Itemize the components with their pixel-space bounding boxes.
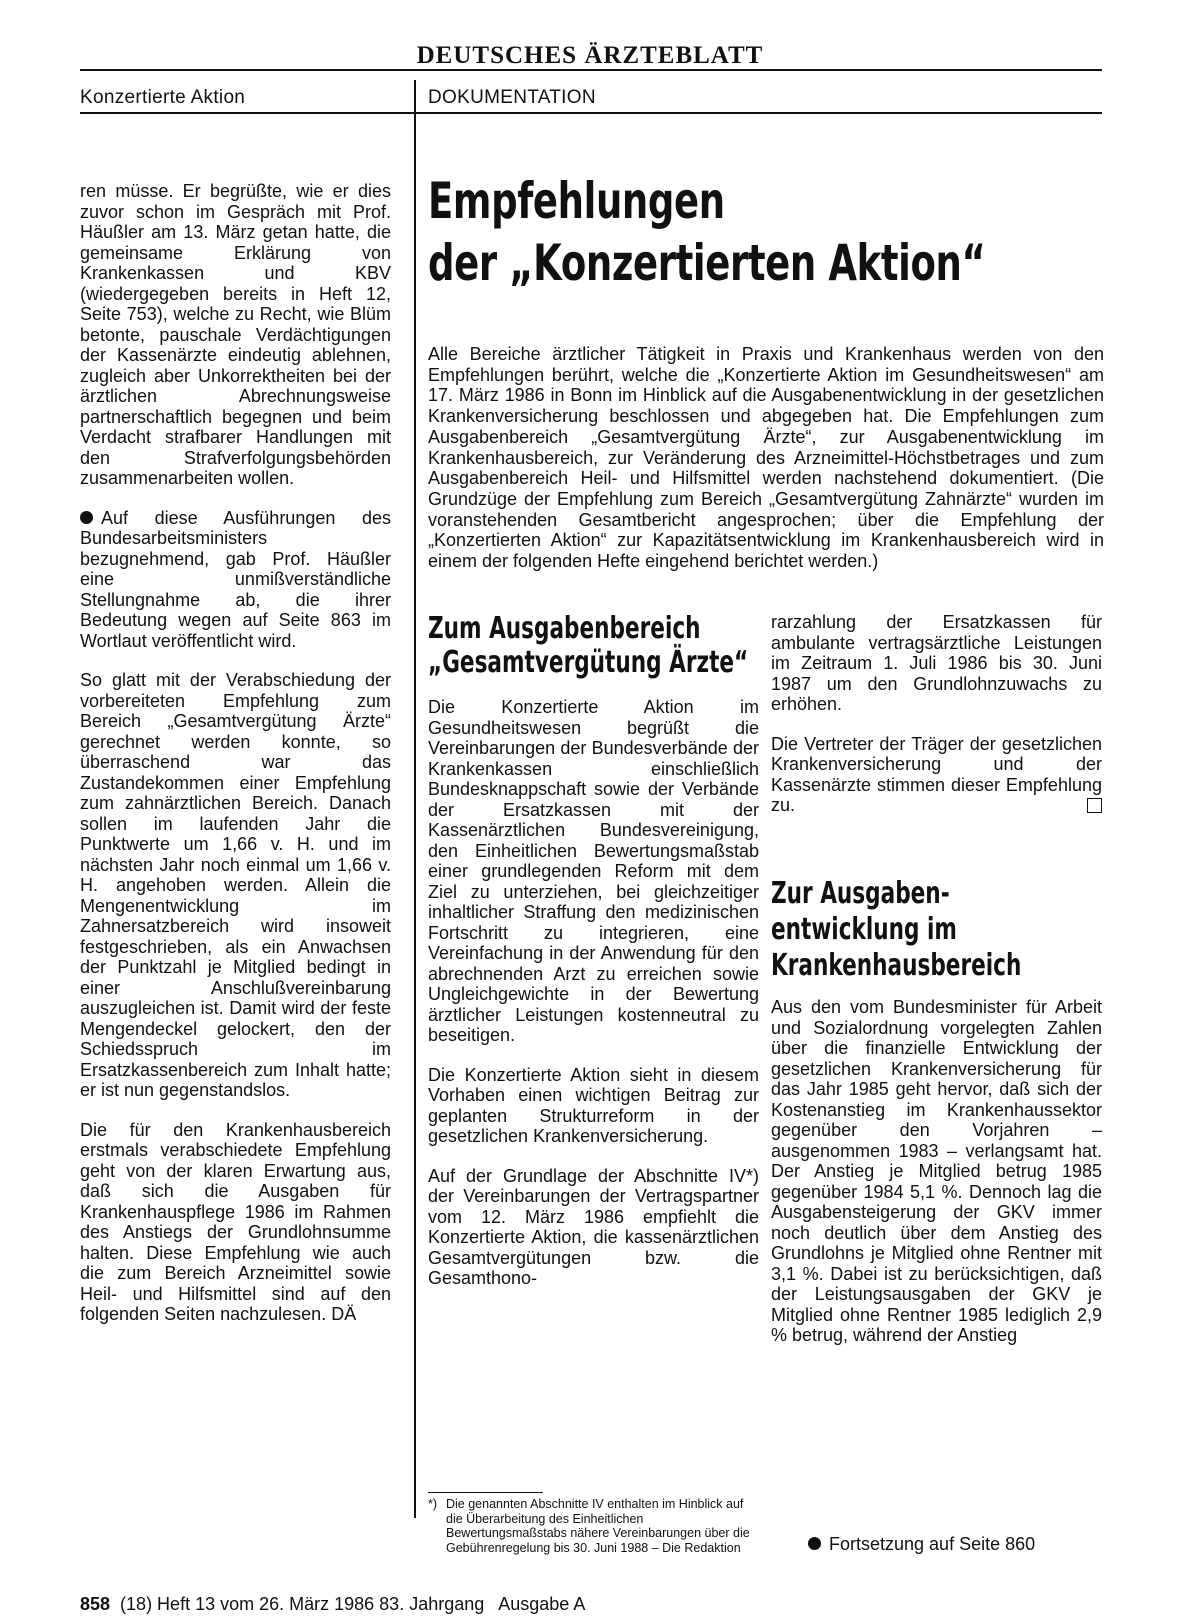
heading-line: Krankenhausbereich — [771, 948, 1022, 983]
footnote-mark: *) — [428, 1497, 438, 1511]
masthead-rule — [80, 69, 1102, 71]
right-column-top — [771, 612, 1102, 816]
heading-line: Zum Ausgabenbereich — [428, 611, 701, 646]
left-paragraph-bullet — [80, 508, 391, 652]
continuation-text: Die Vertreter der Träger der gesetzlichen Krankenversicherung und der Kassenärzte stimmen dieser Empfehlung zu. — [771, 733, 1102, 815]
headline-line: Empfehlungen — [428, 172, 725, 230]
bullet-icon — [808, 1537, 821, 1550]
section1-continuation: rarzahlung der Ersatzkassen für ambulante vertragsärztliche Leistungen im Zeitraum 1. Juli 1986 bis 30. Juni 1987 um den Grundlohnzuwachs zu erhöhen. — [771, 612, 1102, 714]
end-mark-icon — [1087, 798, 1102, 813]
left-column — [80, 181, 391, 1325]
section1-continuation-end — [771, 734, 1102, 816]
page-number: 858 — [80, 1594, 111, 1614]
running-head-rule — [80, 112, 1102, 114]
masthead: DEUTSCHES ÄRZTEBLATT — [416, 42, 764, 69]
continued-note — [808, 1534, 1035, 1554]
left-paragraph: So glatt mit der Verabschiedung der vorbereiteten Empfehlung zum Bereich „Gesamtvergütung Ärzte“ gerechnet werden konnte, so überraschend war das Zustandekommen einer Empfehlung zum zahnärztlichen Bereich. Danach sollen im laufenden Jahr die Punktwerte um 1,66 v. H. und im nächsten Jahr noch einmal um 1,66 v. H. angehoben werden. Allein die Mengenentwicklung im Zahnersatzbereich wird insoweit festgeschrieben, als ein Anwachsen der Punktzahl je Mitglied bedingt in einer Anschlußvereinbarung auszugleichen ist. Damit wird der feste Mengendeckel gelockert, den der Schiedsspruch im Ersatzkassenbereich zum Inhalt hatte; er ist nun gegenstandslos. — [80, 670, 391, 1100]
section2-body — [771, 997, 1102, 1346]
heading-line: Zur Ausgaben- — [771, 876, 950, 911]
page-footer — [80, 1594, 585, 1614]
article-headline — [428, 170, 986, 294]
footnote-rule — [428, 1492, 543, 1493]
section1-paragraph: Die Konzertierte Aktion sieht in diesem Vorhaben einen wichtigen Beitrag zur geplanten Strukturreform in der gesetzlichen Krankenversicherung. — [428, 1064, 759, 1146]
column-divider — [414, 80, 416, 1518]
heading-line: „Gesamtvergütung Ärzte“ — [428, 645, 749, 680]
continued-note-text: Fortsetzung auf Seite 860 — [829, 1534, 1036, 1554]
section1-paragraph: Auf der Grundlage der Abschnitte IV*) der Vereinbarungen der Vertragspartner vom 12. März 1986 empfiehlt die Konzertierte Aktion, die kassenärztlichen Gesamtvergütungen bzw. die Gesamthono- — [428, 1165, 759, 1288]
middle-column — [428, 697, 759, 1289]
section2-heading — [771, 876, 1021, 984]
section2-paragraph: Aus den vom Bundesminister für Arbeit und Sozialordnung vorgelegten Zahlen über die finanzielle Entwicklung der gesetzlichen Krankenversicherung für das Jahr 1985 geht hervor, daß sich der Kostenanstieg im Krankenhaussektor gegenüber den Vorjahren – ausgenommen 1983 – verlangsamt hat. Der Anstieg je Mitglied betrug 1985 gegenüber 1984 5,1 %. Dennoch lag die Ausgabensteigerung der GKV immer noch deutlich über dem Anstieg des Grundlohns je Mitglied ohne Rentner mit 3,1 %. Dabei ist zu berücksichtigen, daß der Leistungsausgaben der GKV je Mitglied ohne Rentner 1985 lediglich 2,9 % betrug, während der Anstieg — [771, 997, 1102, 1345]
section1-paragraph: Die Konzertierte Aktion im Gesundheitswesen begrüßt die Vereinbarungen der Bundesverbände der Krankenkassen einschließlich Bundesknappschaft sowie der Verbände der Ersatzkassen mit der Kassenärztlichen Bundesvereinigung, den Einheitlichen Bewertungsmaßstab einer grundlegenden Reform mit dem Ziel zu unterziehen, bei gleichzeitiger inhaltlicher Straffung den medizinischen Fortschritt zu integrieren, eine Vereinfachung in der Anwendung für den abrechnenden Arzt zu erreichen sowie Ungleichgewichte in der Bewertung ärztlicher Leistungen kostenneutral zu beseitigen. — [428, 697, 759, 1045]
running-head-left: Konzertierte Aktion — [80, 87, 246, 108]
footnote — [428, 1497, 762, 1555]
left-paragraph-text: Auf diese Ausführungen des Bundesarbeitsministers bezugnehmend, gab Prof. Häußler eine unmißverständliche Stellungnahme ab, die ihrer Bedeutung wegen auf Seite 863 im Wortlaut veröffentlicht wird. — [80, 507, 391, 651]
lead-paragraph: Alle Bereiche ärztlicher Tätigkeit in Praxis und Krankenhaus werden von den Empfehlungen berührt, welche die „Konzertierte Aktion im Gesundheitswesen“ am 17. März 1986 in Bonn im Hinblick auf die Ausgabenentwicklung in der gesetzlichen Krankenversicherung beschlossen und abgegeben hat. Die Empfehlungen zum Ausgabenbereich „Gesamtvergütung Ärzte“, zur Ausgabenentwicklung im Krankenhausbereich, zur Veränderung des Arzneimittel-Höchstbetrages und zum Ausgabenbereich Heil- und Hilfsmittel werden nachstehend dokumentiert. (Die Grundzüge der Empfehlung zum Bereich „Gesamtvergütung Zahnärzte“ wurden im voranstehenden Gesamtbericht angesprochen; über die Empfehlung der „Konzertierten Aktion“ zur Kapazitätsentwicklung im Krankenhausbereich wird in einem der folgenden Hefte eingehend berichtet werden.) — [428, 344, 1104, 572]
section1-heading — [428, 612, 748, 680]
left-paragraph: Die für den Krankenhausbereich erstmals verabschiedete Empfehlung geht von der klaren Erwartung aus, daß sich die Ausgaben für Krankenhauspflege 1986 im Rahmen des Anstiegs der Grundlohnsumme halten. Diese Empfehlung wie auch die zum Bereich Arzneimittel sowie Heil- und Hilfsmittel sind auf den folgenden Seiten nachzulesen. DÄ — [80, 1119, 391, 1324]
bullet-icon — [80, 511, 93, 524]
running-head-right: DOKUMENTATION — [428, 87, 596, 108]
headline-line: der „Konzertierten Aktion“ — [428, 234, 986, 292]
left-paragraph: ren müsse. Er begrüßte, wie er dies zuvor schon im Gespräch mit Prof. Häußler am 13. März getan hatte, die gemeinsame Erklärung von Krankenkassen und KBV (wiedergegeben bereits in Heft 12, Seite 753), welche zu Recht, wie Blüm betonte, pauschale Verdächtigungen der Kassenärzte eindeutig ablehnen, zugleich aber Unkorrektheiten bei der ärztlichen Abrechnungsweise partnerschaftlich begegnen und beim Verdacht strafbarer Handlungen mit den Strafverfolgungsbehörden zusammenarbeiten wollen. — [80, 181, 391, 488]
heading-line: entwicklung im — [771, 912, 957, 947]
issue-info: (18) Heft 13 vom 26. März 1986 83. Jahrgang Ausgabe A — [120, 1594, 586, 1614]
footnote-text: Die genannten Abschnitte IV enthalten im Hinblick auf die Überarbeitung des Einheitlichen Bewertungsmaßstabs nähere Vereinbarungen über die Gebührenregelung bis 30. Juni 1988 – Die Redaktion — [446, 1497, 750, 1555]
